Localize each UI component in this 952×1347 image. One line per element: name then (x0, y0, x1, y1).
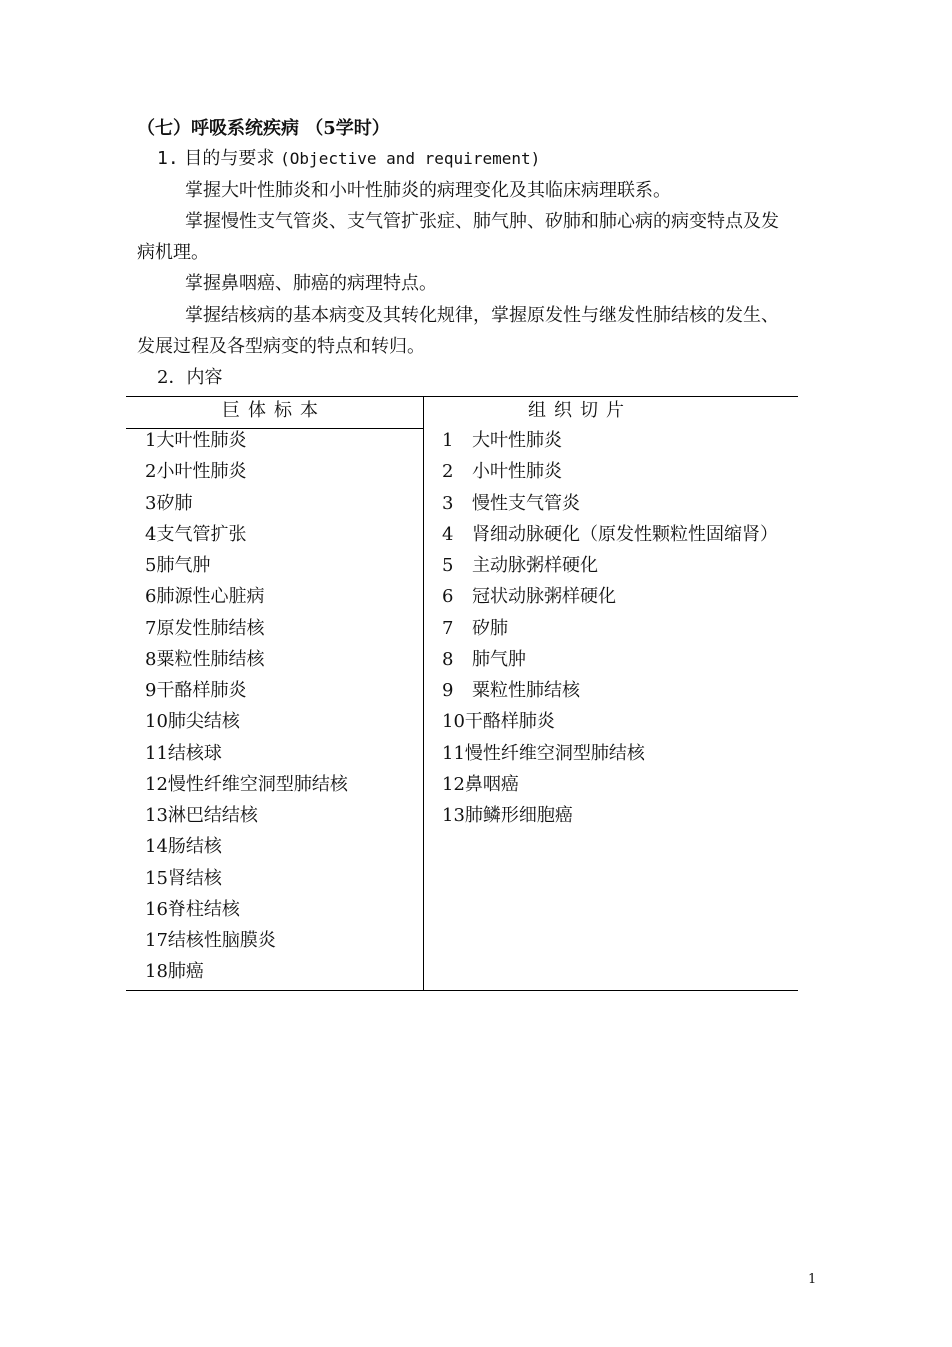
item-number: 3 (442, 492, 454, 514)
item-text: 肺尖结核 (167, 711, 240, 733)
item-text: 鼻咽癌 (464, 773, 519, 795)
list-item (145, 429, 348, 460)
item-number: 14 (145, 836, 168, 858)
item-text: 慢性纤维空洞型肺结核 (464, 742, 645, 764)
item-text: 大叶性肺炎 (156, 430, 247, 451)
list-item (145, 804, 348, 835)
paragraph-2-line-2: 病机理。 (137, 242, 209, 263)
list-item (145, 710, 348, 741)
list-item (442, 648, 778, 679)
list-item (145, 835, 348, 866)
item-number: 5 (442, 555, 454, 576)
item-number: 15 (145, 867, 168, 889)
item-number: 7 (442, 617, 454, 639)
paragraph-2-line-1: 掌握慢性支气管炎、支气管扩张症、肺气肿、矽肺和肺心病的病变特点及发 (185, 211, 779, 232)
item-text: 肾细动脉硬化（原发性颗粒性固缩肾） (472, 523, 778, 545)
item-number: 12 (145, 773, 168, 795)
item-text: 肠结核 (167, 836, 222, 858)
item-number: 11 (145, 742, 168, 764)
gross-specimen-list (145, 429, 348, 992)
list-item (145, 960, 348, 991)
item-number: 8 (442, 648, 454, 670)
list-item (145, 898, 348, 929)
list-item (145, 585, 348, 616)
item-number: 16 (145, 898, 168, 920)
list-item (145, 867, 348, 898)
item-number: 4 (145, 523, 157, 545)
gross-specimen-header: 巨体标本 (222, 400, 326, 421)
item-number: 12 (442, 773, 465, 795)
list-item (442, 492, 778, 523)
item-text: 结核球 (167, 742, 222, 764)
list-item (145, 648, 348, 679)
item-number: 7 (145, 617, 157, 639)
tissue-slide-header: 组织切片 (528, 400, 632, 421)
specimen-table (126, 396, 798, 990)
tissue-slide-list (442, 429, 778, 835)
paragraph-3: 掌握鼻咽癌、肺癌的病理特点。 (185, 273, 437, 294)
item-text: 淋巴结结核 (167, 805, 258, 826)
paragraph-1: 掌握大叶性肺炎和小叶性肺炎的病理变化及其临床病理联系。 (185, 180, 671, 201)
item-number: 9 (442, 680, 454, 701)
list-item (145, 929, 348, 960)
objective-english: (Objective and requirement) (280, 149, 541, 168)
item-number: 13 (442, 805, 465, 826)
list-item (145, 554, 348, 585)
list-item (442, 460, 778, 491)
item-text: 小叶性肺炎 (472, 461, 562, 483)
item-text: 冠状动脉粥样硬化 (472, 586, 616, 608)
list-item (145, 617, 348, 648)
list-item (145, 523, 348, 554)
item-text: 慢性支气管炎 (472, 492, 580, 514)
objective-heading (157, 147, 540, 171)
table-top-rule (126, 396, 798, 397)
objective-label: 目的与要求 (184, 148, 275, 169)
item-number: 2 (442, 461, 454, 483)
item-text: 干酪样肺炎 (156, 680, 247, 701)
item-number: 18 (145, 961, 168, 983)
item-text: 肺源性心脏病 (156, 586, 265, 608)
item-text: 粟粒性肺结核 (156, 648, 265, 670)
item-text: 大叶性肺炎 (472, 430, 562, 451)
list-item (442, 554, 778, 585)
item-number: 1 (442, 430, 454, 451)
item-text: 矽肺 (472, 617, 508, 639)
item-number: 3 (145, 492, 157, 514)
item-text: 肾结核 (167, 867, 222, 889)
item-number: 4 (442, 523, 454, 545)
item-number: 1 (145, 430, 157, 451)
list-item (145, 460, 348, 491)
item-text: 原发性肺结核 (156, 617, 265, 639)
item-text: 肺气肿 (472, 648, 526, 670)
item-number: 6 (442, 586, 454, 608)
item-text: 肺鳞形细胞癌 (464, 805, 573, 826)
item-number: 10 (442, 711, 465, 733)
item-number: 10 (145, 711, 168, 733)
paragraph-4-line-1: 掌握结核病的基本病变及其转化规律，掌握原发性与继发性肺结核的发生、 (185, 305, 779, 326)
item-text: 慢性纤维空洞型肺结核 (167, 773, 348, 795)
section-title: （七）呼吸系统疾病 （5学时） (137, 118, 390, 139)
item-text: 脊柱结核 (167, 898, 240, 920)
item-text: 肺气肿 (156, 555, 211, 576)
item-text: 结核性脑膜炎 (167, 930, 276, 951)
list-item (145, 679, 348, 710)
item-text: 干酪样肺炎 (464, 711, 555, 733)
list-item (145, 492, 348, 523)
list-item (145, 773, 348, 804)
list-item (442, 617, 778, 648)
item-number: 17 (145, 930, 168, 951)
list-item (442, 523, 778, 554)
list-item (442, 742, 778, 773)
list-item (442, 773, 778, 804)
item-text: 肺癌 (167, 961, 204, 983)
list-item (442, 710, 778, 741)
list-item (442, 679, 778, 710)
list-item (442, 585, 778, 616)
item-number: 6 (145, 586, 157, 608)
item-text: 矽肺 (156, 492, 193, 514)
objective-number: 1. (157, 148, 179, 169)
list-item (442, 429, 778, 460)
item-text: 小叶性肺炎 (156, 461, 247, 483)
item-number: 2 (145, 461, 157, 483)
item-number: 8 (145, 648, 157, 670)
list-item (145, 742, 348, 773)
item-text: 主动脉粥样硬化 (472, 555, 598, 576)
content-heading: 2．内容 (157, 367, 223, 388)
item-number: 5 (145, 555, 157, 576)
item-text: 支气管扩张 (156, 523, 247, 545)
table-column-divider (423, 396, 424, 990)
paragraph-4-line-2: 发展过程及各型病变的特点和转归。 (137, 336, 425, 357)
item-text: 粟粒性肺结核 (472, 680, 580, 701)
item-number: 13 (145, 805, 168, 826)
list-item (442, 804, 778, 835)
item-number: 11 (442, 742, 465, 764)
page-number: 1 (808, 1272, 817, 1287)
item-number: 9 (145, 680, 157, 701)
